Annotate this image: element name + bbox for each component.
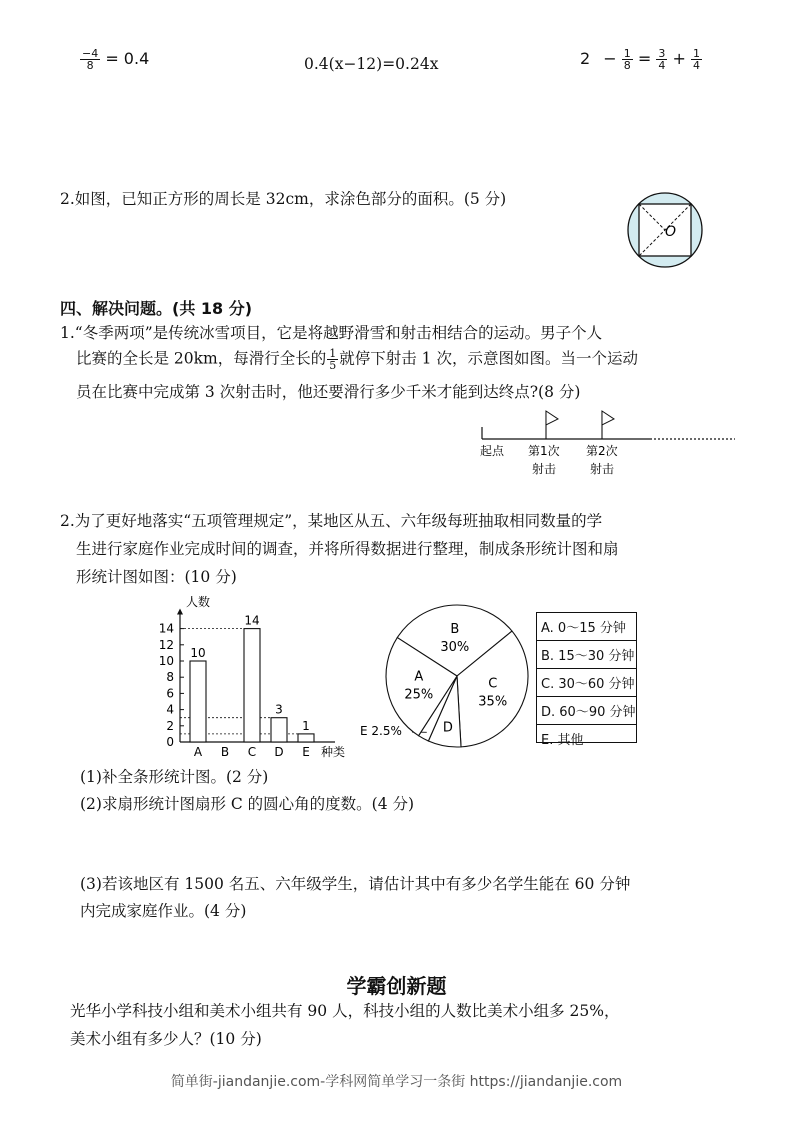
pie-label-b: B xyxy=(450,622,460,638)
eq3-f2-den: 4 xyxy=(658,59,666,72)
y-tick-label: 12 xyxy=(158,637,174,652)
eq3-f3-den: 4 xyxy=(692,59,700,72)
bar-value-label-e: 1 xyxy=(302,718,310,733)
y-tick-label: 14 xyxy=(158,621,174,636)
legend-item-c: C. 30～60 分钟 xyxy=(537,669,637,697)
q1-line2a: 比赛的全长是 20km，每滑行全长的 xyxy=(76,349,327,368)
x-tick-label-d: D xyxy=(274,745,284,759)
pie-label-d: D xyxy=(442,720,453,736)
innovation-line2: 美术小组有多少人？(10 分) xyxy=(70,1030,262,1048)
legend-item-b: B. 15～30 分钟 xyxy=(537,641,637,669)
eq3-f1-num: 1 xyxy=(623,47,631,60)
q1-line3: 员在比赛中完成第 3 次射击时，他还要滑行多少千米才能到达终点?(8 分) xyxy=(76,383,581,401)
y-tick-label: 2 xyxy=(166,718,174,733)
q1-frac-num: 1 xyxy=(329,347,337,360)
q1-line1: 1.“冬季两项”是传统冰雪项目，它是将越野滑雪和射击相结合的运动。男子个人 xyxy=(60,324,603,342)
bar-chart-ylabel: 人数 xyxy=(186,595,211,609)
pie-percent-a: 25% xyxy=(404,687,434,703)
y-tick-label: 0 xyxy=(166,735,174,749)
bar-chart xyxy=(150,590,365,760)
eq3-f1-den: 8 xyxy=(623,59,631,72)
eq3-f3-num: 1 xyxy=(692,47,700,60)
bar-chart-xlabel: 种类 xyxy=(321,745,346,759)
x-tick-label-b: B xyxy=(220,745,230,759)
y-tick-label: 4 xyxy=(166,702,174,717)
shot2-label-b: 射击 xyxy=(590,462,615,476)
eq3-equals: = xyxy=(637,49,652,68)
legend-item-a: A. 0～15 分钟 xyxy=(537,613,637,641)
pie-percent-c: 35% xyxy=(478,694,508,710)
innovation-line1: 光华小学科技小组和美术小组共有 90 人，科技小组的人数比美术小组多 25%， xyxy=(70,1002,620,1020)
equation-2: 0.4(x−12)=0.24x xyxy=(304,55,439,73)
eq3-plus: + xyxy=(672,49,686,68)
pie-label-c: C xyxy=(488,676,498,692)
footer-watermark: 简单街-jiandanjie.com-学科网简单学习一条街 https://jiandanjie.com xyxy=(170,1074,623,1090)
flag2-icon xyxy=(602,411,614,425)
bar-c xyxy=(244,629,260,742)
pie-legend xyxy=(536,612,637,748)
innovation-title: 学霸创新题 xyxy=(346,974,447,998)
pie-percent-b: 30% xyxy=(440,640,470,656)
q2-line2: 生进行家庭作业完成时间的调查，并将所得数据进行整理，制成条形统计图和扇 xyxy=(76,540,619,558)
legend-right-border xyxy=(636,612,637,742)
q2-line3: 形统计图如图：(10 分) xyxy=(76,568,237,586)
equation-3 xyxy=(580,48,702,71)
bar-value-label-c: 14 xyxy=(244,613,260,628)
x-tick-label-e: E xyxy=(302,745,310,759)
ski-route-diagram xyxy=(470,405,740,480)
section4-title: 四、解决问题。(共 18 分) xyxy=(60,299,253,318)
pie-e-callout: E 2.5% xyxy=(360,724,402,738)
area-question: 2.如图，已知正方形的周长是 32cm，求涂色部分的面积。(5 分) xyxy=(60,190,507,208)
q1-frac-den: 5 xyxy=(329,359,337,372)
pie-label-a: A xyxy=(414,669,424,685)
eq3-f2-num: 3 xyxy=(658,47,666,60)
x-tick-label-c: C xyxy=(247,745,257,759)
pie-chart xyxy=(360,600,530,750)
shot1-label-a: 第1次 xyxy=(528,444,560,458)
center-label: O xyxy=(665,224,677,240)
shot2-label-a: 第2次 xyxy=(586,444,618,458)
y-axis-arrow xyxy=(177,609,183,615)
y-tick-label: 6 xyxy=(166,686,174,701)
x-tick-label-a: A xyxy=(193,745,203,759)
q2-sub3-line1: (3)若该地区有 1500 名五、六年级学生，请估计其中有多少名学生能在 60 分钟 xyxy=(80,875,631,893)
y-tick-label: 10 xyxy=(158,654,174,668)
q1-line2b: 就停下射击 1 次，示意图如图。当一个运动 xyxy=(339,349,638,368)
square-circle-figure xyxy=(625,190,705,270)
eq1-denominator: 8 xyxy=(86,59,94,72)
flag1-icon xyxy=(546,411,558,425)
bar-e xyxy=(298,734,314,742)
legend-item-e: E. 其他 xyxy=(541,733,584,748)
q2-sub3-line2: 内完成家庭作业。(4 分) xyxy=(80,902,247,920)
bar-a xyxy=(190,661,206,742)
y-tick-label: 8 xyxy=(166,670,174,685)
legend-item-d: D. 60～90 分钟 xyxy=(537,697,637,725)
q2-sub2: (2)求扇形统计图扇形 C 的圆心角的度数。(4 分) xyxy=(80,795,415,813)
q2-sub1: (1)补全条形统计图。(2 分) xyxy=(80,768,269,786)
q2-line1: 2.为了更好地落实“五项管理规定”，某地区从五、六年级每班抽取相同数量的学 xyxy=(60,512,603,530)
eq1-numerator: −4 xyxy=(82,47,99,60)
bar-value-label-d: 3 xyxy=(275,702,283,717)
eq3-minus: − xyxy=(603,49,617,68)
eq1-rest: = 0.4 xyxy=(105,49,150,68)
shot1-label-b: 射击 xyxy=(532,462,557,476)
bar-value-label-a: 10 xyxy=(190,646,206,660)
equation-1 xyxy=(80,48,149,71)
bar-d xyxy=(271,718,287,742)
start-label: 起点 xyxy=(480,444,505,458)
eq3-lead: 2 xyxy=(580,49,591,68)
q1-line2 xyxy=(76,348,638,371)
